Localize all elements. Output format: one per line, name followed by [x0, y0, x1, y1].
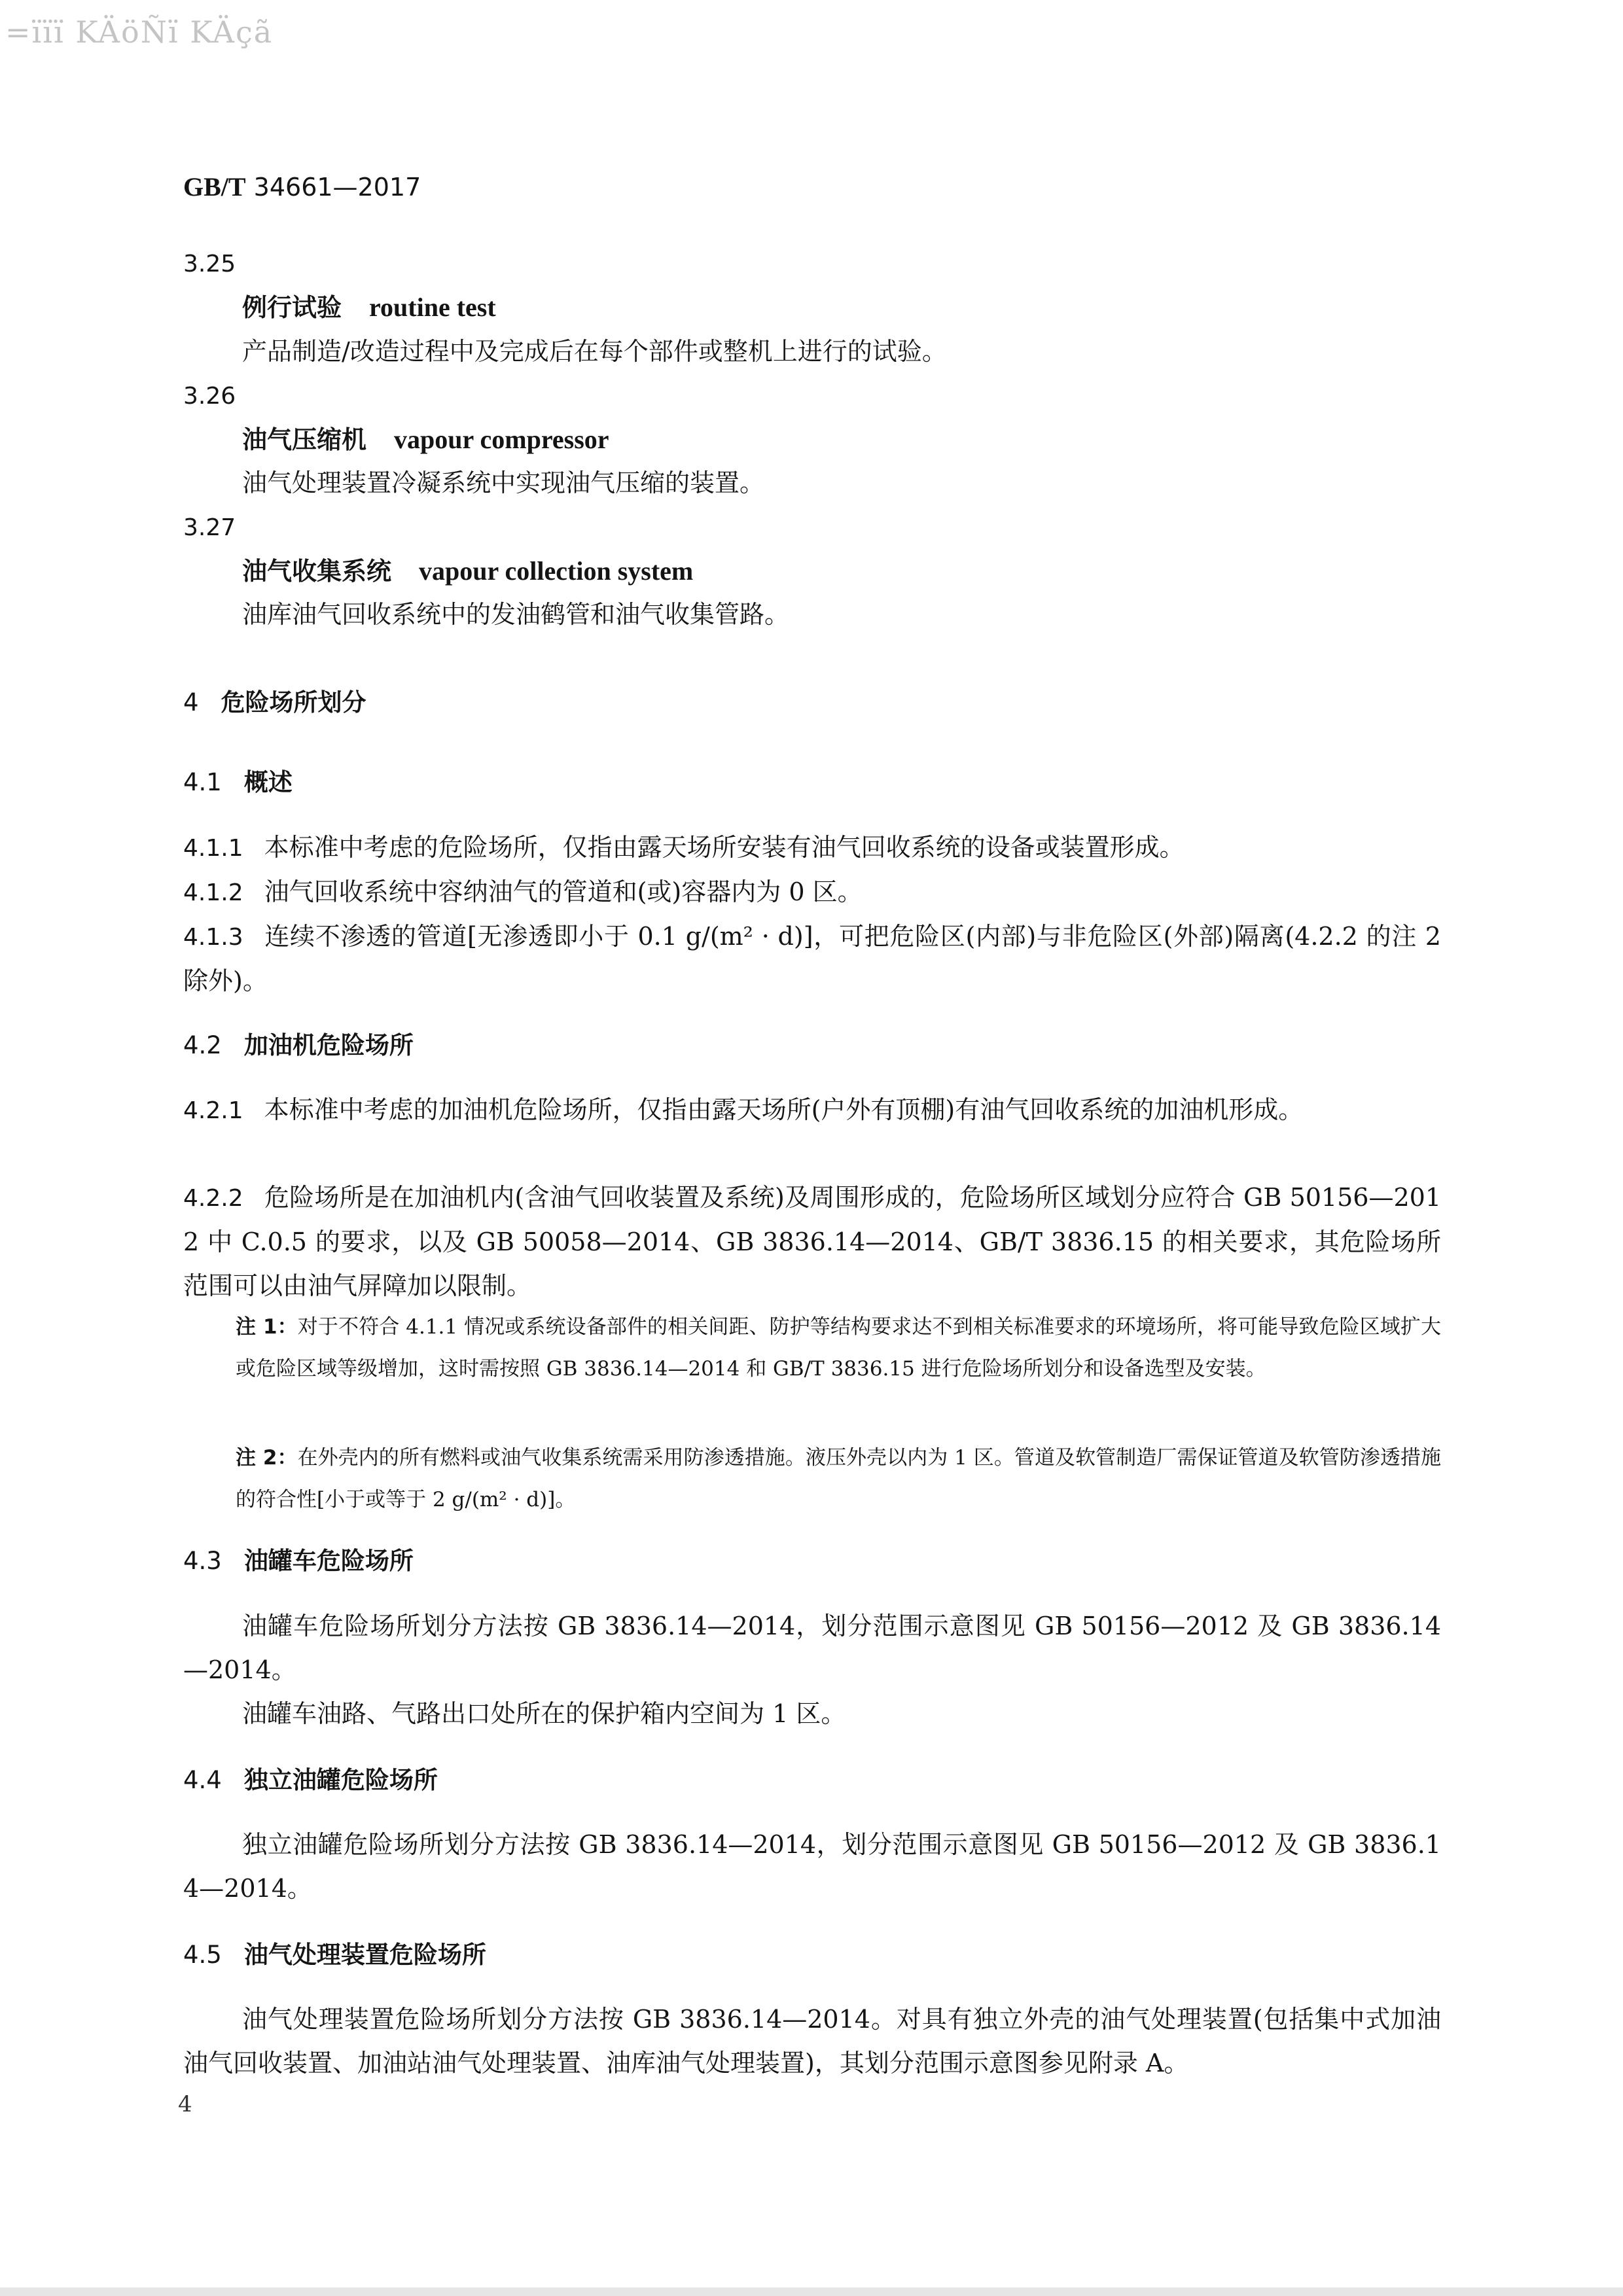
scan-bottom-edge	[0, 2287, 1623, 2296]
term-zh: 例行试验	[242, 293, 342, 322]
term-number: 3.26	[183, 383, 236, 410]
clause-number: 4.1.3	[183, 924, 243, 951]
clause-paragraph	[183, 1176, 1441, 1308]
note-label: 注 1：	[236, 1315, 298, 1339]
clause-number: 4.1.1	[183, 835, 243, 862]
body-paragraph: 油罐车危险场所划分方法按 GB 3836.14—2014，划分范围示意图见 GB 50156—2012 及 GB 3836.14—2014。	[183, 1612, 1441, 1684]
clause-number: 4.2.2	[183, 1185, 243, 1212]
body-paragraph: 油气处理装置危险场所划分方法按 GB 3836.14—2014。对具有独立外壳的油气处理装置(包括集中式加油油气回收装置、加油站油气处理装置、油库油气处理装置)，其划分范围示意图参见附录 A。	[183, 2005, 1441, 2077]
subsection-title: 独立油罐危险场所	[243, 1766, 438, 1794]
subsection-title: 油气处理装置危险场所	[243, 1941, 486, 1969]
term-definition: 油气处理装置冷凝系统中实现油气压缩的装置。	[242, 468, 765, 497]
clause-text: 油气回收系统中容纳油气的管道和(或)容器内为 0 区。	[264, 877, 863, 906]
standard-code-prefix: GB/T	[183, 172, 246, 202]
section-number: 4	[183, 688, 199, 716]
subsection-number: 4.3	[183, 1547, 222, 1575]
note-text: 对于不符合 4.1.1 情况或系统设备部件的相关间距、防护等结构要求达不到相关标准要求的环境场所，将可能导致危险区域扩大或危险区域等级增加，这时需按照 GB 3836.14—2014 和 GB/T 3836.15 进行危险场所划分和设备选型及安装。	[236, 1315, 1441, 1381]
term-number: 3.25	[183, 251, 236, 277]
subsection-heading	[183, 1939, 486, 1971]
clause-text: 连续不渗透的管道[无渗透即小于 0.1 g/(m² · d)]，可把危险区(内部)与非危险区(外部)隔离(4.2.2 的注 2 除外)。	[183, 922, 1441, 995]
body-paragraph: 油罐车油路、气路出口处所在的保护箱内空间为 1 区。	[242, 1699, 846, 1728]
clause-number: 4.1.2	[183, 879, 243, 906]
clause-paragraph	[183, 1088, 1441, 1133]
term-title	[242, 424, 609, 455]
term-en: vapour compressor	[394, 425, 609, 454]
note-text: 在外壳内的所有燃料或油气收集系统需采用防渗透措施。液压外壳以内为 1 区。管道及软管制造厂需保证管道及软管防渗透措施的符合性[小于或等于 2 g/(m² · d)]。	[236, 1446, 1441, 1511]
subsection-heading	[183, 1545, 414, 1577]
scan-watermark: =ïïï KÄöÑï KÄçã	[5, 14, 274, 50]
subsection-number: 4.4	[183, 1766, 222, 1794]
subsection-number: 4.2	[183, 1031, 222, 1059]
subsection-title: 油罐车危险场所	[243, 1547, 414, 1575]
page-number: 4	[178, 2091, 192, 2117]
term-number: 3.27	[183, 514, 236, 541]
subsection-heading	[183, 1030, 414, 1061]
clause-paragraph	[183, 826, 1441, 870]
note-2	[236, 1437, 1441, 1521]
subsection-heading	[183, 1765, 438, 1796]
term-en: vapour collection system	[419, 556, 694, 586]
standard-code-header	[183, 171, 421, 202]
note-1	[236, 1306, 1441, 1390]
clause-text: 本标准中考虑的危险场所，仅指由露天场所安装有油气回收系统的设备或装置形成。	[264, 833, 1185, 862]
section-heading	[183, 687, 366, 718]
term-definition: 产品制造/改造过程中及完成后在每个部件或整机上进行的试验。	[242, 337, 947, 366]
clause-paragraph	[183, 870, 1441, 915]
term-title	[242, 556, 693, 587]
body-paragraph: 独立油罐危险场所划分方法按 GB 3836.14—2014，划分范围示意图见 GB 50156—2012 及 GB 3836.14—2014。	[183, 1830, 1441, 1903]
clause-text: 本标准中考虑的加油机危险场所，仅指由露天场所(户外有顶棚)有油气回收系统的加油机形成。	[264, 1095, 1304, 1124]
term-en: routine test	[369, 292, 496, 322]
subsection-number: 4.5	[183, 1941, 222, 1969]
term-definition: 油库油气回收系统中的发油鹤管和油气收集管路。	[242, 600, 790, 629]
subsection-number: 4.1	[183, 768, 222, 796]
section-title: 危险场所划分	[221, 688, 366, 716]
clause-number: 4.2.1	[183, 1097, 243, 1124]
subsection-title: 概述	[243, 768, 293, 796]
clause-text: 危险场所是在加油机内(含油气回收装置及系统)及周围形成的，危险场所区域划分应符合 GB 50156—2012 中 C.0.5 的要求，以及 GB 50058—2014、GB 3836.14—2014、GB/T 3836.15 的相关要求，其危险场所范围可以由油气屏障加以限制。	[183, 1183, 1441, 1300]
term-title	[242, 292, 496, 323]
term-zh: 油气收集系统	[242, 557, 392, 586]
term-zh: 油气压缩机	[242, 425, 367, 454]
subsection-heading	[183, 767, 293, 798]
subsection-title: 加油机危险场所	[243, 1031, 414, 1059]
standard-code-number: 34661—2017	[245, 173, 421, 202]
note-label: 注 2：	[236, 1446, 298, 1470]
clause-paragraph	[183, 915, 1441, 1003]
